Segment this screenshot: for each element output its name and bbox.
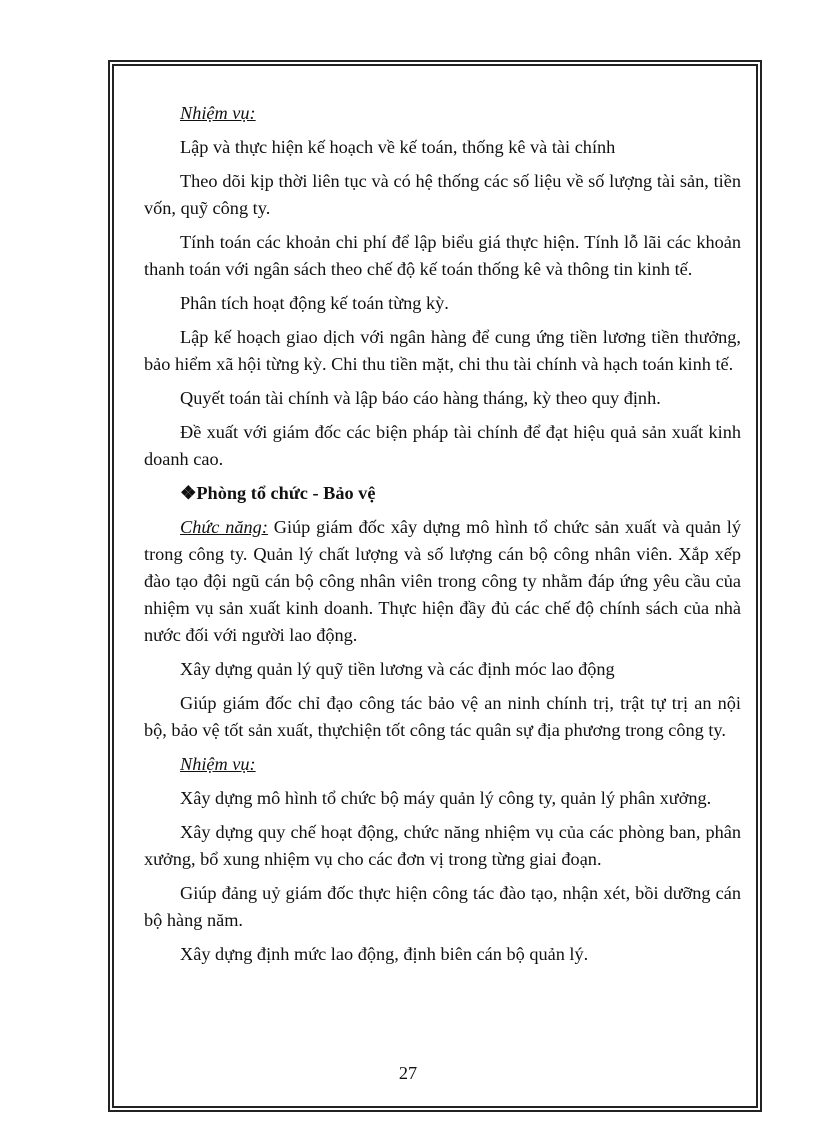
page-number: 27 <box>398 1063 418 1083</box>
organization-task-3: Giúp đảng uỷ giám đốc thực hiện công tác đào tạo, nhận xét, bồi dưỡng cán bộ hàng năm. <box>144 883 741 930</box>
page-content <box>144 100 741 975</box>
task-label-finance: Nhiệm vụ: <box>180 103 256 123</box>
finance-task-5: Lập kế hoạch giao dịch với ngân hàng để cung ứng tiền lương tiền thưởng, bảo hiểm xã hội từng kỳ. Chi thu tiền mặt, chi thu tài chính và hạch toán kinh tế. <box>144 327 741 374</box>
task-label-organization: Nhiệm vụ: <box>180 754 256 774</box>
organization-task-4: Xây dựng định mức lao động, định biên cán bộ quản lý. <box>180 944 589 964</box>
finance-task-4: Phân tích hoạt động kế toán từng kỳ. <box>180 293 449 313</box>
organization-task-1: Xây dựng mô hình tổ chức bộ máy quản lý công ty, quản lý phân xưởng. <box>180 788 712 808</box>
finance-task-2: Theo dõi kịp thời liên tục và có hệ thống các số liệu về số lượng tài sản, tiền vốn, quỹ công ty. <box>144 171 741 218</box>
section-heading-text: Phòng tổ chức - Bảo vệ <box>196 483 376 503</box>
function-text: Giúp giám đốc xây dựng mô hình tổ chức sản xuất và quản lý trong công ty. Quản lý chất lượng và số lượng cán bộ công nhân viên. Xắp xếp đào tạo đội ngũ cán bộ công nhân viên trong công ty nhằm đáp ứng yêu cầu của nhiệm vụ sản xuất kinh doanh. Thực hiện đầy đủ các chế độ chính sách của nhà nước đối với người lao động. <box>144 517 742 645</box>
organization-task-2: Xây dựng quy chế hoạt động, chức năng nhiệm vụ của các phòng ban, phân xưởng, bổ xung nhiệm vụ cho các đơn vị trong từng giai đoạn. <box>144 822 741 869</box>
function-paragraph <box>144 514 741 649</box>
organization-paragraph-1: Xây dựng quản lý quỹ tiền lương và các định móc lao động <box>180 659 615 679</box>
finance-task-1: Lập và thực hiện kế hoạch về kế toán, thống kê và tài chính <box>180 137 616 157</box>
section-heading-organization <box>144 480 741 507</box>
finance-task-3: Tính toán các khoản chi phí để lập biểu giá thực hiện. Tính lỗ lãi các khoản thanh toán với ngân sách theo chế độ kế toán thống kê và thông tin kinh tế. <box>144 232 741 279</box>
finance-task-6: Quyết toán tài chính và lập báo cáo hàng tháng, kỳ theo quy định. <box>180 388 661 408</box>
diamond-bullet-icon: ❖ <box>180 483 197 503</box>
finance-task-7: Đề xuất với giám đốc các biện pháp tài chính để đạt hiệu quả sản xuất kinh doanh cao. <box>144 422 741 469</box>
function-label: Chức năng: <box>180 517 268 537</box>
organization-paragraph-2: Giúp giám đốc chỉ đạo công tác bảo vệ an ninh chính trị, trật tự trị an nội bộ, bảo vệ tốt sản xuất, thựchiện tốt công tác quân sự địa phương trong công ty. <box>144 693 741 740</box>
